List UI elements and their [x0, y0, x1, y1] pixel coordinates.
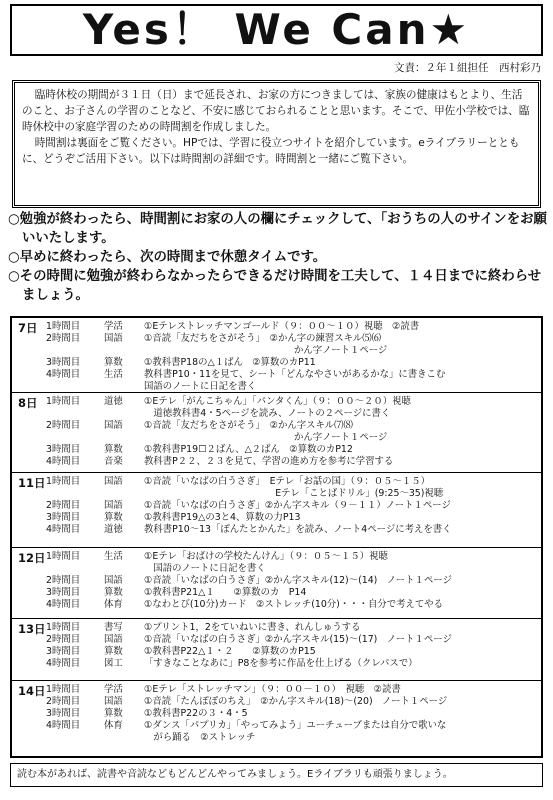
- instruction-3: ○その時間に勉強が終わらなかったらできるだけ時間を工夫して、１４日までに終わらせましょう。: [8, 269, 542, 303]
- row-subject: 算数: [104, 708, 123, 719]
- day-label: 8日: [18, 396, 38, 410]
- day-block: [12, 680, 541, 758]
- row-subject: 国語: [104, 500, 123, 511]
- row-content: ①音読「友だちをさがそう」 ②かん字の練習スキル⑸⑹: [144, 333, 382, 344]
- row-content: 教科書P10～13「ぽんたとかんた」を読み、ノート4ページに考えを書く: [144, 524, 452, 535]
- row-content: ①教科書P19△の3と4、算数の力P13: [144, 512, 301, 523]
- row-content: かん字ノート１ページ: [144, 345, 388, 356]
- row-content: ①教科書P19☐２ばん、△２ばん ②算数のカP12: [144, 444, 353, 455]
- row-subject: 音楽: [104, 456, 123, 467]
- row-subject: 国語: [104, 333, 123, 344]
- row-period: 2時間目: [46, 696, 81, 707]
- row-subject: 国語: [104, 476, 123, 487]
- row-content: ①音読「いなばの白うさぎ」②かん字スキル(15)～(17) ノート１ページ: [144, 634, 452, 645]
- row-content: Eテレ「ことばドリル」(9:25～35)視聴: [144, 488, 444, 499]
- row-content: がら踊る ②ストレッチ: [144, 732, 256, 743]
- row-content: かん字ノート１ページ: [144, 432, 388, 443]
- row-subject: 生活: [104, 551, 123, 562]
- row-subject: 国語: [104, 420, 123, 431]
- row-period: 4時間目: [46, 599, 81, 610]
- row-content: 教科書P10・11を見て、シート「どんなやさいがあるかな」に書きこむ: [144, 369, 446, 380]
- row-period: 1時間目: [46, 684, 81, 695]
- row-content: 国語のノートに日記を書く: [144, 381, 257, 392]
- row-period: 4時間目: [46, 524, 81, 535]
- row-period: 3時間目: [46, 587, 81, 598]
- row-subject: 国語: [104, 575, 123, 586]
- page-title: Yes！ We Can★: [82, 5, 471, 54]
- row-period: 1時間目: [46, 396, 81, 407]
- row-period: 1時間目: [46, 551, 81, 562]
- row-content: ①音読「いなばの白うさぎ」②かん字スキル（９－１１）ノート１ページ: [144, 500, 451, 511]
- day-label: 13日: [18, 622, 46, 636]
- row-period: 2時間目: [46, 575, 81, 586]
- row-period: 1時間目: [46, 622, 81, 633]
- row-content: ①Eテレ「ストレッチマン」（９：００－１０） 視聴 ②読書: [144, 684, 401, 695]
- row-content: ①教科書P21△１ ②算数のカ P14: [144, 587, 307, 598]
- row-content: ①ダンス「パプリカ」「やってみよう」ユーチューブまたは自分で歌いな: [144, 720, 447, 731]
- row-subject: 道徳: [104, 396, 123, 407]
- row-content: 教科書P２２、２３を見て、学習の進め方を参考に学習する: [144, 456, 394, 467]
- row-content: ①Eテレ「がんこちゃん」「パンタくん」（９：００～２０）視聴: [144, 396, 411, 407]
- row-subject: 道徳: [104, 524, 123, 535]
- day-block: [12, 318, 541, 392]
- row-subject: 国語: [104, 696, 123, 707]
- instruction-2: ○早めに終わったら、次の時間まで休憩タイムです。: [8, 250, 327, 265]
- row-subject: 算数: [104, 646, 123, 657]
- day-block: [12, 618, 541, 680]
- intro-paragraph-1: 臨時休校の期間が３１日（日）まで延長され、お家の方につきましては、家族の健康はもとより、生活のこと、お子さんの学習のことなど、不安に感じておられることと思います。そこで、甲佐小学校では、臨時休校中の家庭学習のための時間割を作成しました。: [22, 89, 530, 133]
- byline: 文責：２年１組担任 西村彩乃: [394, 62, 541, 74]
- row-content: ①なわとび(10分)カード ②ストレッチ(10分)・・・自分で考えてやる: [144, 599, 443, 610]
- row-content: ①音読「友だちをさがそう」 ②かん字スキル⑺⑻: [144, 420, 353, 431]
- row-period: 3時間目: [46, 444, 81, 455]
- row-content: ①音読「いなばの白うさぎ」②かん字スキル(12)～(14) ノート１ページ: [144, 575, 452, 586]
- row-subject: 算数: [104, 587, 123, 598]
- day-label: 12日: [18, 551, 46, 565]
- row-period: 3時間目: [46, 357, 81, 368]
- row-period: 3時間目: [46, 646, 81, 657]
- day-label: 14日: [18, 684, 46, 698]
- row-content: ①教科書P22△１・２ ②算数のカP15: [144, 646, 316, 657]
- row-subject: 算数: [104, 512, 123, 523]
- row-period: 1時間目: [46, 321, 81, 332]
- row-content: 国語のノートに日記を書く: [144, 563, 266, 574]
- row-content: ①プリント1，2をていねいに書き、れんしゅうする: [144, 622, 361, 633]
- row-subject: 算数: [104, 357, 123, 368]
- row-content: 「すきなことなあに」P8を参考に作品を仕上げる（クレパスで）: [144, 658, 418, 669]
- day-block: [12, 547, 541, 618]
- instruction-1: ○勉強が終わったら、時間割にお家の人の欄にチェックして、「おうちの人のサインをお願いいたします。: [8, 212, 547, 246]
- intro-paragraph-2: 時間割は裏面をご覧ください。HPでは、学習に役立つサイトを紹介しています。eライブラリーとともに、どうぞご活用下さい。以下は時間割の詳細です。時間割と一緒にご覧下さい。: [22, 137, 520, 165]
- row-subject: 生活: [104, 369, 123, 380]
- row-period: 4時間目: [46, 658, 81, 669]
- intro-box: [12, 80, 541, 208]
- row-content: ①音読「いなばの白うさぎ」 Eテレ「お話の国」（９：０５～１５）: [144, 476, 431, 487]
- day-label: 11日: [18, 476, 46, 490]
- row-period: 3時間目: [46, 708, 81, 719]
- instructions: [8, 210, 548, 305]
- row-period: 4時間目: [46, 720, 81, 731]
- title-box: [10, 4, 543, 56]
- row-period: 2時間目: [46, 634, 81, 645]
- row-content: ①音読「たんぽぽのちえ」 ②かん字スキル(18)～(20) ノート１ページ: [144, 696, 448, 707]
- row-subject: 図工: [104, 658, 123, 669]
- row-content: ①教科書P22の３・4・5: [144, 708, 248, 719]
- schedule-table: [10, 316, 543, 758]
- row-subject: 学活: [104, 321, 123, 332]
- row-content: ①Eテレストレッチマンゴールド（９：００～１０）視聴 ②読書: [144, 321, 420, 332]
- row-content: ①Eテレ「おばけの学校たんけん」（９：０５～１５）視聴: [144, 551, 388, 562]
- row-period: 4時間目: [46, 369, 81, 380]
- row-period: 2時間目: [46, 500, 81, 511]
- row-period: 2時間目: [46, 420, 81, 431]
- row-period: 2時間目: [46, 333, 81, 344]
- day-label: 7日: [18, 321, 38, 335]
- row-subject: 体育: [104, 720, 123, 731]
- day-block: [12, 472, 541, 547]
- row-period: 1時間目: [46, 476, 81, 487]
- row-content: 道徳教科書4・5ページを読み、ノートの２ページに書く: [144, 408, 391, 419]
- row-period: 4時間目: [46, 456, 81, 467]
- footer-note: 読む本があれば、読書や音読などもどんどんやってみましょう。Eライブラリも頑張りましょう。: [10, 763, 543, 787]
- day-block: [12, 392, 541, 472]
- row-subject: 国語: [104, 634, 123, 645]
- row-period: 3時間目: [46, 512, 81, 523]
- row-subject: 算数: [104, 444, 123, 455]
- row-content: ①教科書P18の△１ばん ②算数のカP11: [144, 357, 316, 368]
- row-subject: 学活: [104, 684, 123, 695]
- row-subject: 書写: [104, 622, 123, 633]
- row-subject: 体育: [104, 599, 123, 610]
